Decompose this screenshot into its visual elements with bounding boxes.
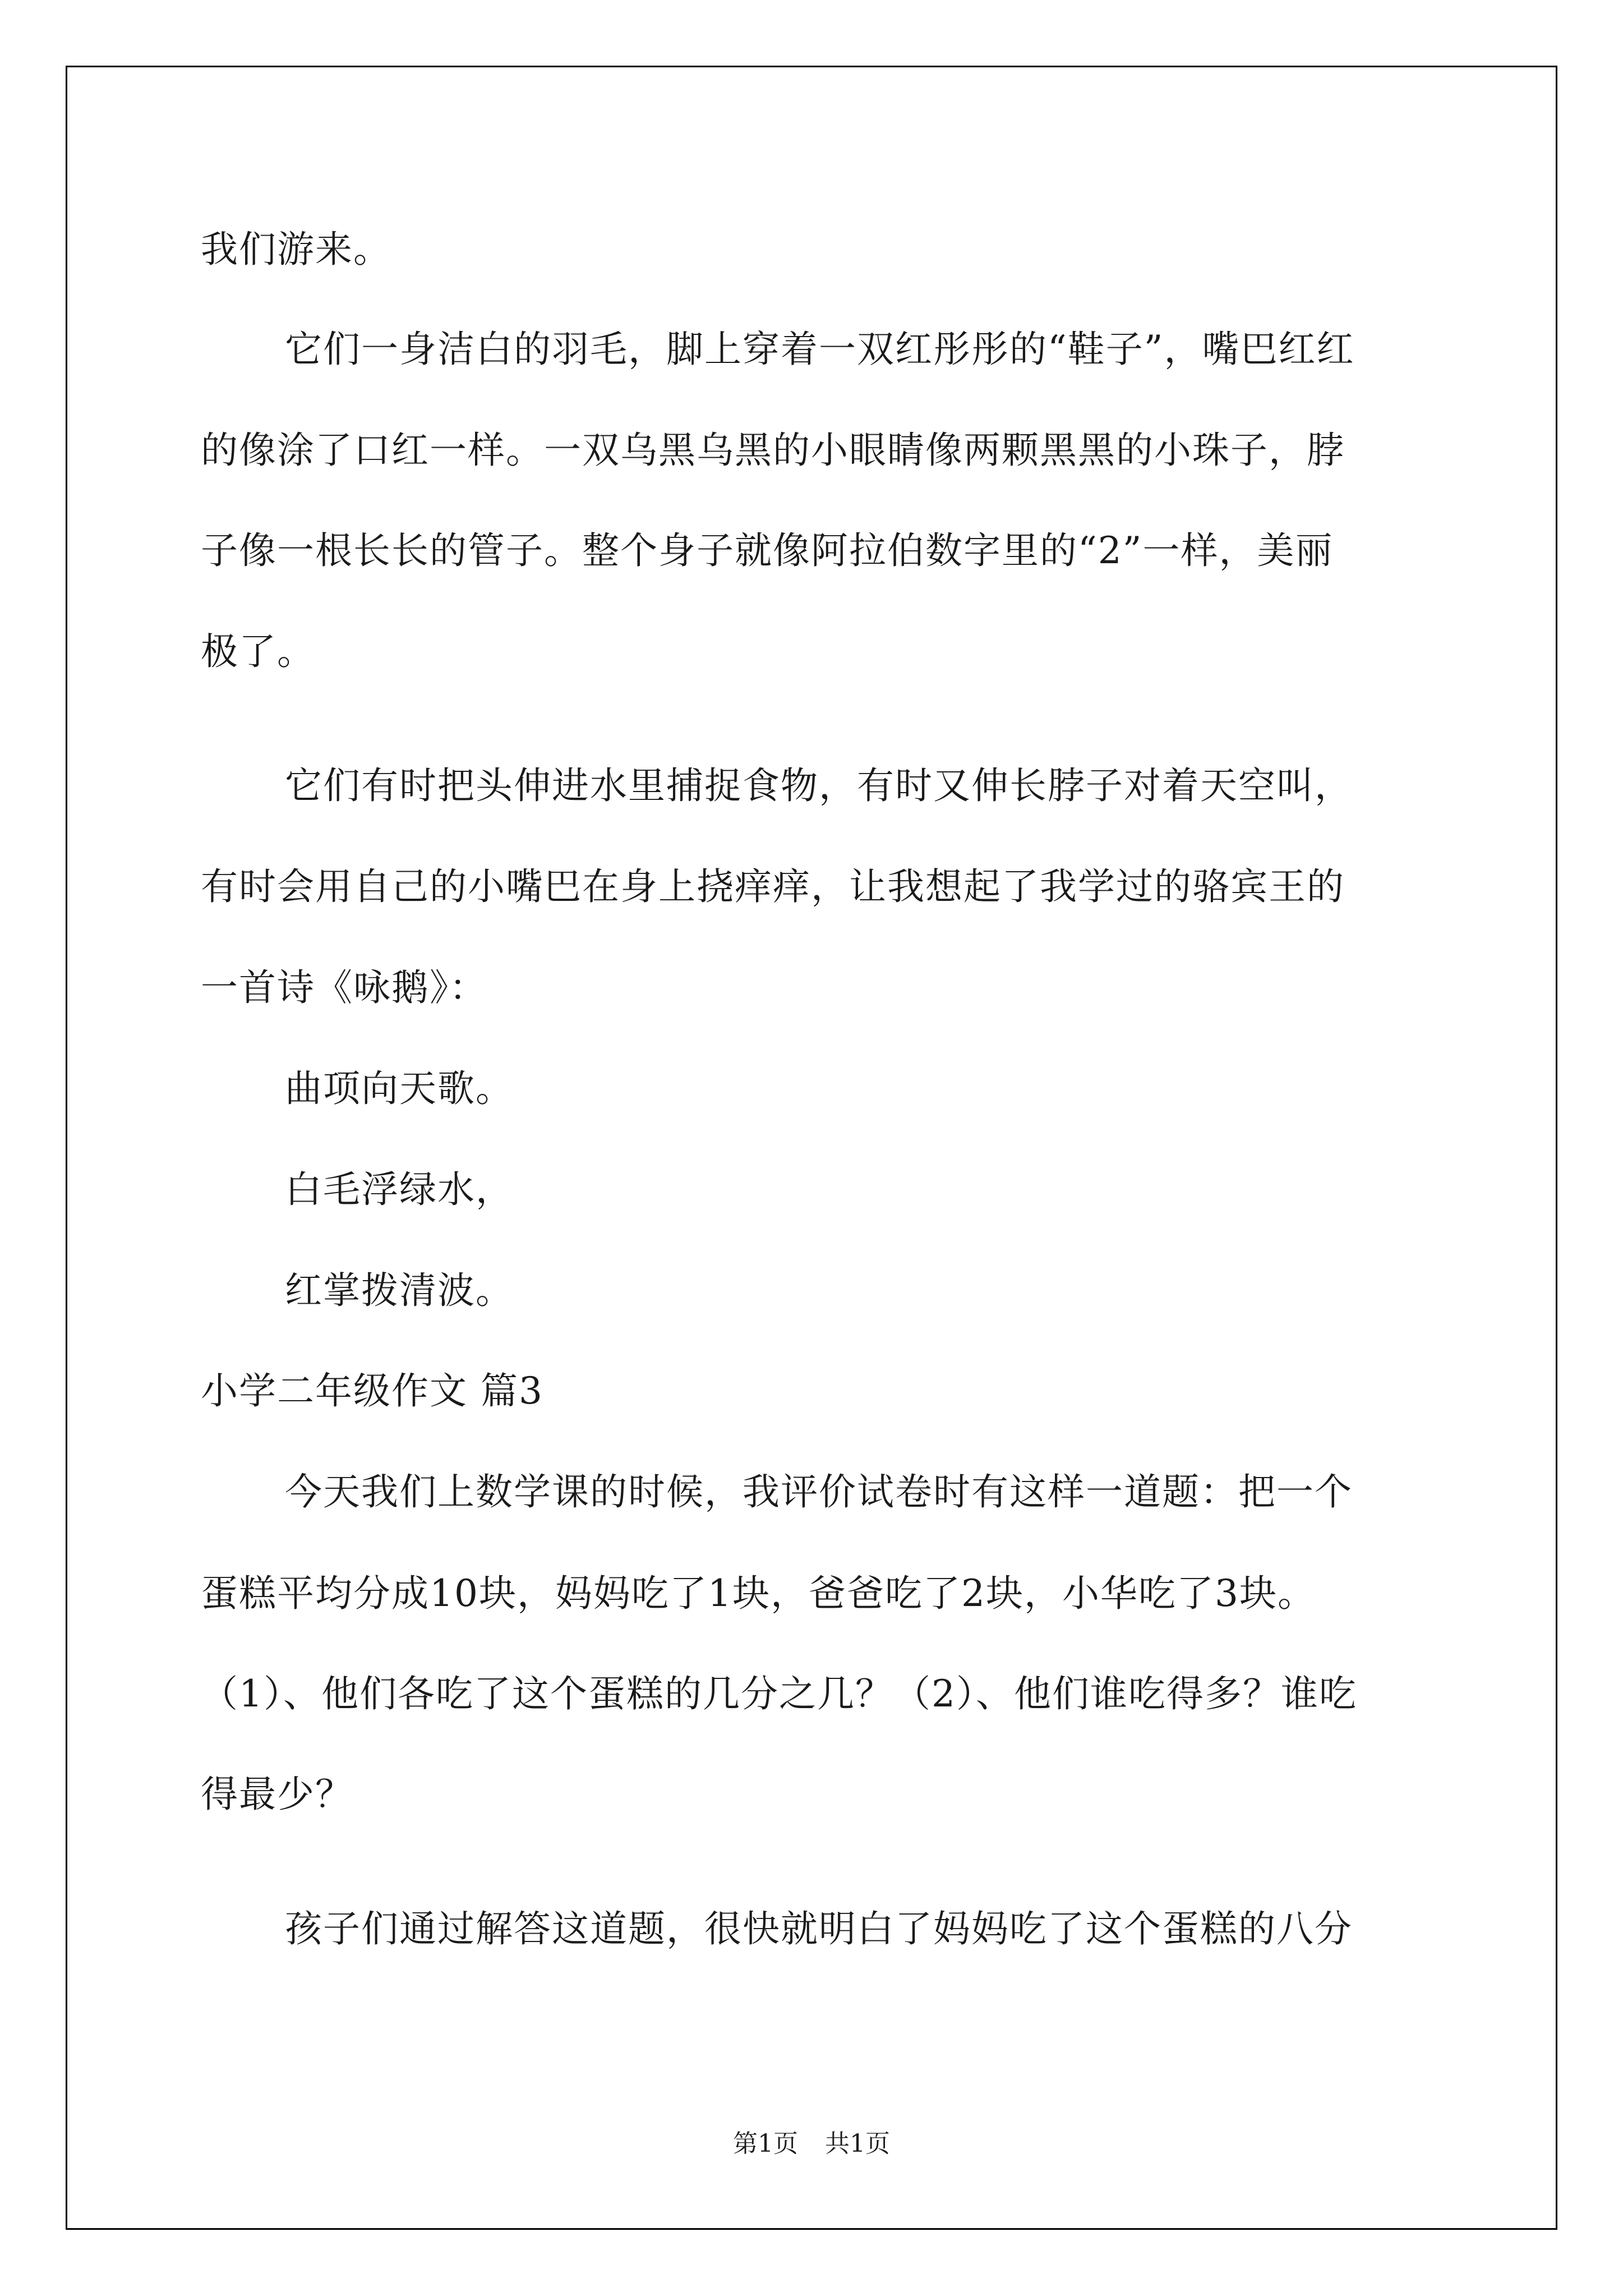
text-line: 子像一根长长的管子。整个身子就像阿拉伯数字里的“2”一样，美丽 <box>201 529 1334 572</box>
section-heading: 小学二年级作文 篇3 <box>201 1369 543 1412</box>
page-number: 第1页 <box>733 2129 798 2158</box>
paragraph-start: 孩子们通过解答这道题，很快就明白了妈妈吃了这个蛋糕的八分 <box>285 1907 1353 1950</box>
paragraph-start: 它们一身洁白的羽毛，脚上穿着一双红彤彤的“鞋子”，嘴巴红红 <box>285 328 1355 371</box>
page-footer <box>0 2127 1623 2161</box>
text-line: 我们游来。 <box>201 228 391 271</box>
text-line: （1）、他们各吃了这个蛋糕的几分之几？（2）、他们谁吃得多？谁吃 <box>201 1672 1357 1715</box>
page-total: 共1页 <box>825 2129 890 2158</box>
text-line: 得最少？ <box>201 1773 353 1816</box>
poem-line: 红掌拨清波。 <box>285 1269 514 1312</box>
text-line: 极了。 <box>201 630 315 673</box>
paragraph-start: 它们有时把头伸进水里捕捉食物，有时又伸长脖子对着天空叫， <box>285 764 1353 807</box>
text-line: 有时会用自己的小嘴巴在身上挠痒痒，让我想起了我学过的骆宾王的 <box>201 865 1345 908</box>
paragraph-start: 今天我们上数学课的时候，我评价试卷时有这样一道题：把一个 <box>285 1470 1353 1513</box>
text-line: 的像涂了口红一样。一双乌黑乌黑的小眼睛像两颗黑黑的小珠子，脖 <box>201 429 1345 472</box>
text-line: 一首诗《咏鹅》： <box>201 966 487 1009</box>
text-line: 蛋糕平均分成10块，妈妈吃了1块，爸爸吃了2块，小华吃了3块。 <box>201 1572 1316 1615</box>
poem-line: 曲项向天歌。 <box>285 1067 514 1110</box>
poem-line: 白毛浮绿水， <box>285 1168 514 1211</box>
